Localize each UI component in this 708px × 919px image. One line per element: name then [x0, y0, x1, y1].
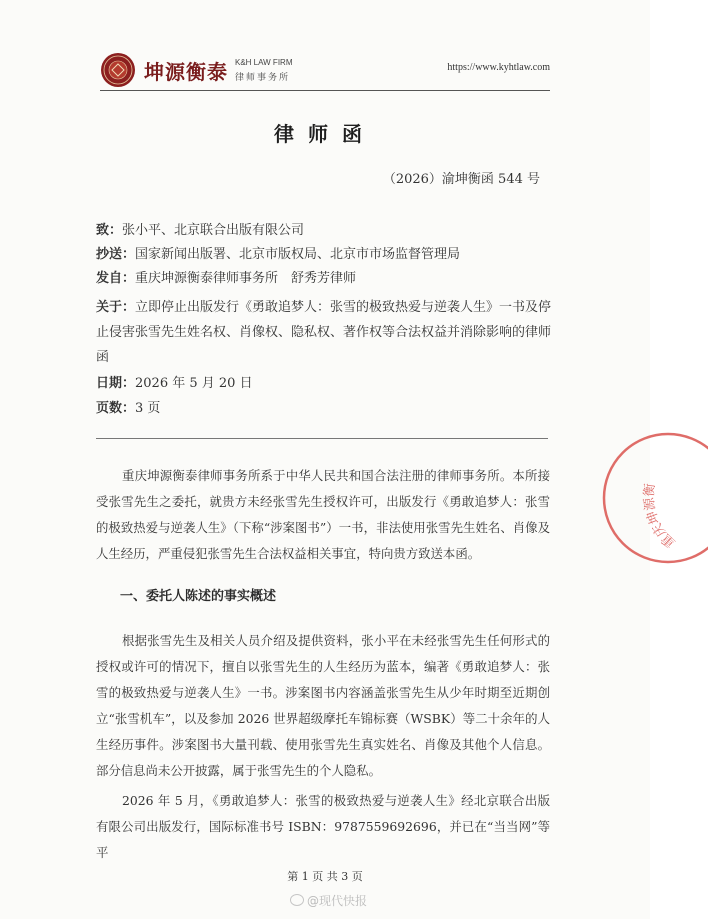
- meta-from-value: 重庆坤源衡泰律师事务所 舒秀芳律师: [135, 271, 357, 286]
- firm-seal-logo-icon: [100, 52, 136, 88]
- weibo-icon: [290, 894, 304, 906]
- svg-text:重庆坤源衡: [642, 483, 679, 550]
- firm-subtitle: 律师事务所: [235, 73, 291, 83]
- reference-number: （2026）渝坤衡函 544 号: [382, 172, 540, 187]
- body-paragraph-3: 2026 年 5 月，《勇敢追梦人：张雪的极致热爱与逆袭人生》经北京联合出版有限公司出版发行，国际标准书号 ISBN：9787559692696，并已在“当当网”等平: [96, 793, 550, 860]
- firm-website-link[interactable]: https://www.kyhtlaw.com: [447, 62, 550, 73]
- meta-pages: [96, 398, 552, 420]
- page-indicator: 第 1 页 共 3 页: [287, 870, 363, 883]
- meta-date-label: 日期：: [96, 376, 136, 391]
- meta-pages-value: 3 页: [135, 401, 161, 416]
- meta-cc-label: 抄送：: [96, 247, 136, 262]
- meta-about-value: 立即停止出版发行《勇敢追梦人：张雪的极致热爱与逆袭人生》一书及停止侵害张雪先生姓名权、肖像权、隐私权、著作权等合法权益并消除影响的律师函: [96, 300, 552, 365]
- meta-date: [96, 373, 552, 395]
- meta-cc-value: 国家新闻出版署、北京市版权局、北京市市场监督管理局: [135, 247, 461, 262]
- document-title: 律师函: [274, 122, 376, 146]
- firm-name-cn: 坤源衡泰: [144, 60, 228, 84]
- meta-date-value: 2026 年 5 月 20 日: [135, 376, 253, 391]
- meta-pages-label: 页数：: [96, 401, 136, 416]
- section-heading-1: 一、委托人陈述的事实概述: [120, 589, 277, 604]
- meta-about-label: 关于：: [96, 300, 136, 315]
- seal-text: 重庆坤源衡: [642, 482, 679, 551]
- meta-from: [96, 268, 552, 290]
- watermark: [290, 892, 367, 909]
- watermark-text: @现代快报: [307, 894, 368, 908]
- meta-to-value: 张小平、北京联合出版有限公司: [122, 223, 305, 238]
- letterhead: [100, 50, 550, 92]
- header-divider: [100, 90, 550, 91]
- meta-from-label: 发自：: [96, 271, 136, 286]
- firm-name-en: K&H LAW FIRM: [235, 58, 293, 67]
- body-paragraph-1: 重庆坤源衡泰律师事务所系于中华人民共和国合法注册的律师事务所。本所接受张雪先生之委托，就贵方未经张雪先生授权许可，出版发行《勇敢追梦人：张雪的极致热爱与逆袭人生》（下称“涉案图书”）一书，非法使用张雪先生姓名、肖像及人生经历，严重侵犯张雪先生合法权益相关事宜，特向贵方致送本函。: [96, 468, 550, 561]
- meta-divider: [96, 438, 548, 439]
- meta-to-label: 致：: [96, 223, 123, 238]
- meta-cc: [96, 244, 552, 266]
- meta-about: [96, 295, 552, 370]
- law-firm-seal-stamp: [598, 430, 708, 570]
- body-paragraph-2: 根据张雪先生及相关人员介绍及提供资料，张小平在未经张雪先生任何形式的授权或许可的情况下，擅自以张雪先生的人生经历为蓝本，编著《勇敢追梦人：张雪的极致热爱与逆袭人生》一书。涉案图书内容涵盖张雪先生从少年时期至近期创立“张雪机车”，以及参加 2026 世界超级摩托车锦标赛（WSBK）等二十余年的人生经历事件。涉案图书大量刊载、使用张雪先生真实姓名、肖像及其他个人信息。部分信息尚未公开披露，属于张雪先生的个人隐私。: [96, 633, 550, 778]
- meta-to: [96, 220, 552, 242]
